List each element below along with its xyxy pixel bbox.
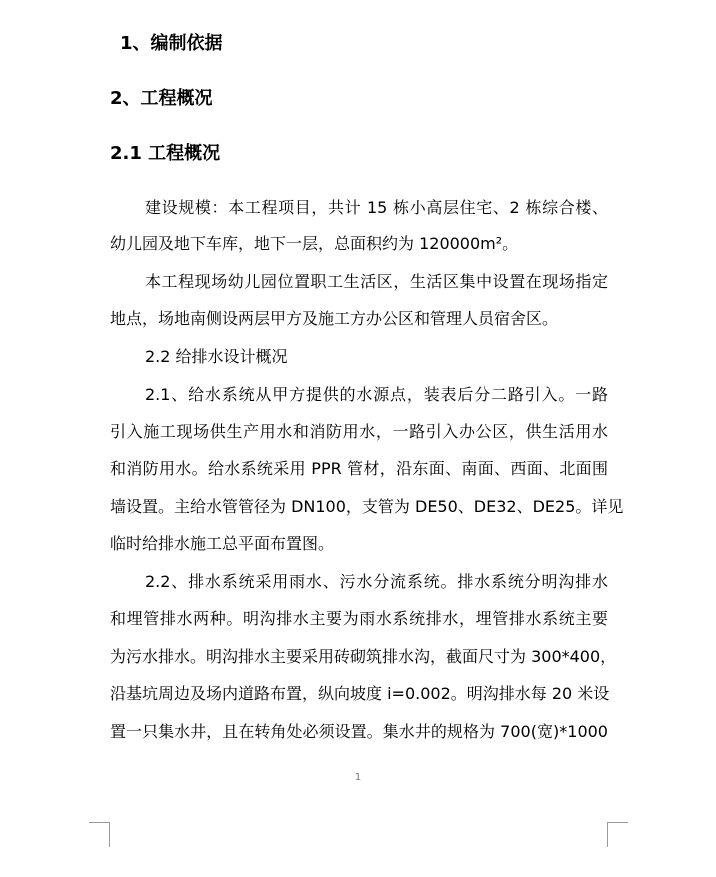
heading-compilation-basis: 1、编制依据	[120, 33, 223, 54]
paragraph-line: 墙设置。主给水管管径为 DN100，支管为 DE50、DE32、DE25。详见	[110, 497, 624, 516]
paragraph-line: 临时给排水施工总平面布置图。	[110, 534, 335, 553]
subheading-water-supply-drainage: 2.2 给排水设计概况	[145, 347, 288, 366]
paragraph-line: 和埋管排水两种。明沟排水主要为雨水系统排水，埋管排水系统主要	[110, 609, 608, 628]
paragraph-line: 幼儿园及地下车库，地下一层，总面积约为 120000m²。	[110, 234, 519, 253]
paragraph-line: 为污水排水。明沟排水主要采用砖砌筑排水沟，截面尺寸为 300*400，	[110, 647, 617, 666]
page-number: 1	[354, 772, 362, 783]
paragraph-line: 2.2、排水系统采用雨水、污水分流系统。排水系统分明沟排水	[145, 572, 608, 591]
paragraph-line: 和消防用水。给水系统采用 PPR 管材，沿东面、南面、西面、北面围	[110, 459, 608, 478]
heading-project-overview: 2、工程概况	[110, 88, 213, 109]
paragraph-line: 建设规模：本工程项目，共计 15 栋小高层住宅、2 栋综合楼、	[145, 198, 608, 217]
paragraph-line: 沿基坑周边及场内道路布置，纵向坡度 i=0.002。明沟排水每 20 米设	[110, 684, 610, 703]
margin-corner-mark-left	[89, 822, 110, 847]
margin-corner-mark-right	[607, 822, 628, 847]
paragraph-line: 2.1、给水系统从甲方提供的水源点，装表后分二路引入。一路	[145, 385, 608, 404]
heading-project-overview-2-1: 2.1 工程概况	[110, 143, 221, 164]
paragraph-line: 引入施工现场供生产用水和消防用水，一路引入办公区，供生活用水	[110, 422, 608, 441]
paragraph-line: 本工程现场幼儿园位置职工生活区，生活区集中设置在现场指定	[145, 272, 608, 291]
paragraph-line: 置一只集水井，且在转角处必须设置。集水井的规格为 700(宽)*1000	[110, 722, 608, 741]
paragraph-line: 地点，场地南侧设两层甲方及施工方办公区和管理人员宿舍区。	[110, 309, 559, 328]
